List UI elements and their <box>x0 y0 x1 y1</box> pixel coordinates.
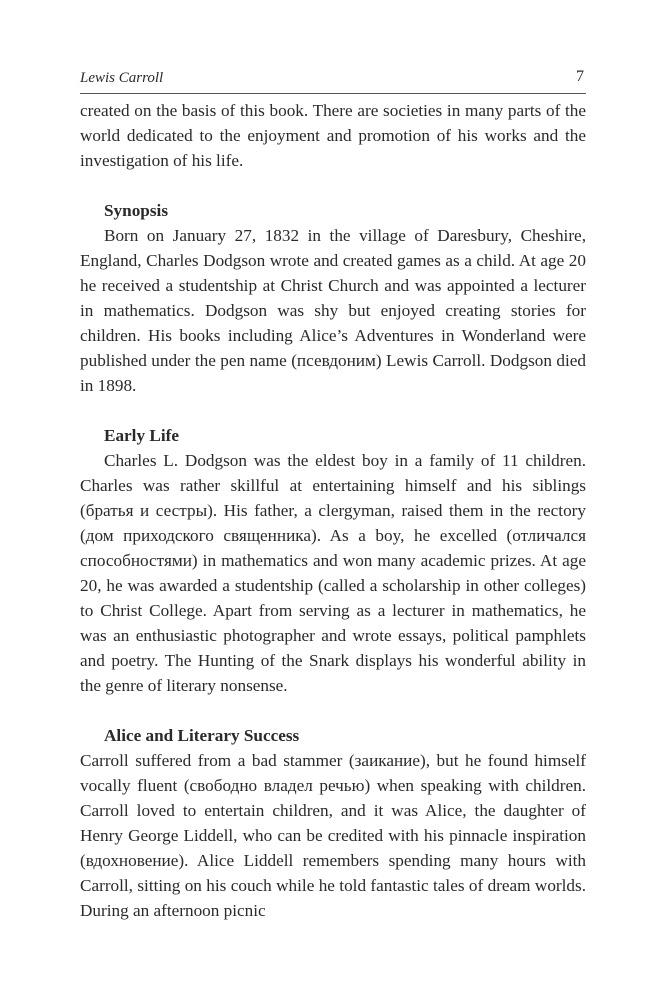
section-early-life <box>80 423 586 698</box>
section-synopsis <box>80 198 586 398</box>
section-paragraph: Charles L. Dodgson was the eldest boy in a family of 11 children. Charles was rather skillful at entertaining himself and his siblings (братья и сестры). His father, a clergyman, raised them in the rectory (дом приходского священника). As a boy, he excelled (отличался способностями) in mathematics and won many academic prizes. At age 20, he was awarded a studentship (called a scholarship in other colleges) to Christ College. Apart from serving as a lecturer in mathematics, he was an enthusiastic photographer and wrote essays, political pamphlets and poetry. The Hunting of the Snark displays his wonderful ability in the genre of literary nonsense. <box>80 451 586 695</box>
header-rule <box>80 93 586 94</box>
section-paragraph: Born on January 27, 1832 in the village of Daresbury, Cheshire, England, Charles Dodgson wrote and created games as a child. At age 20 he received a studentship at Christ Church and was appointed a lecturer in mathematics. Dodgson was shy but enjoyed creating stories for children. His books including Alice’s Adventures in Wonderland were published under the pen name (псевдоним) Lewis Carroll. Dodgson died in 1898. <box>80 226 586 395</box>
section-paragraph: Carroll suffered from a bad stammer (заикание), but he found himself vocally fluent (свободно владел речью) when speaking with children. Carroll loved to entertain children, and it was Alice, the daughter of Henry George Liddell, who can be credited with his pinnacle inspiration (вдохновение). Alice Liddell remembers spending many hours with Carroll, sitting on his couch while he told fantastic tales of dream worlds. During an afternoon picnic <box>80 751 586 920</box>
running-header <box>80 68 586 90</box>
page-body <box>80 98 586 923</box>
section-alice-literary-success <box>80 723 586 923</box>
section-heading: Synopsis <box>104 201 169 220</box>
running-title: Lewis Carroll <box>80 70 164 86</box>
intro-paragraph: created on the basis of this book. There are societies in many parts of the world dedicated to the enjoyment and promotion of his works and the investigation of his life. <box>80 101 586 170</box>
section-heading: Early Life <box>104 426 179 445</box>
section-heading: Alice and Literary Success <box>104 726 300 745</box>
page-number: 7 <box>576 68 584 85</box>
